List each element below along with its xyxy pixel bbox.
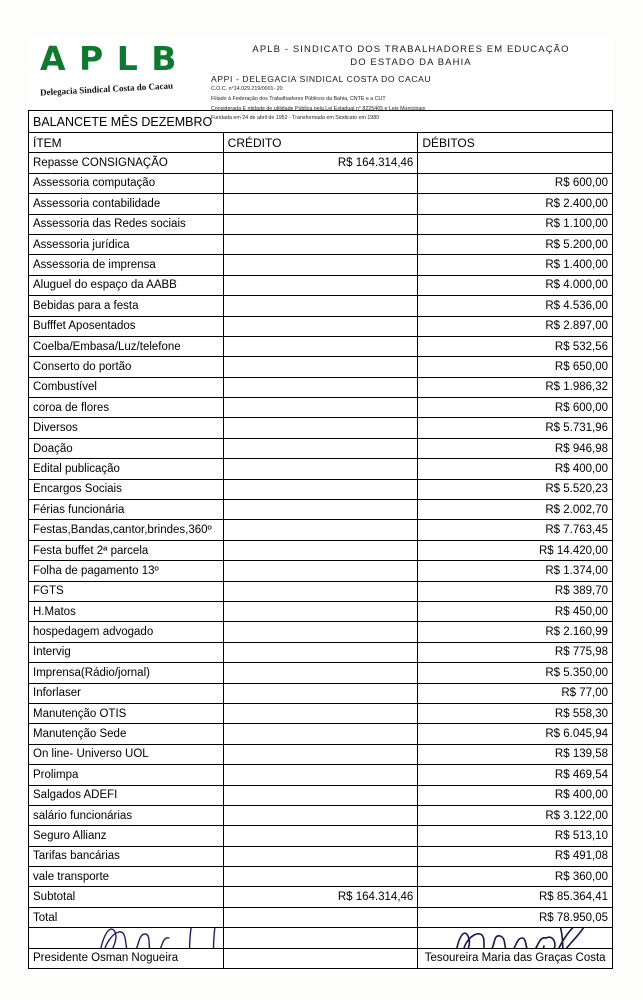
- cell-credito: [223, 561, 418, 581]
- cell-item: Manutenção OTIS: [29, 703, 224, 723]
- table-row: [29, 805, 613, 825]
- cell-item: Intervig: [29, 642, 224, 662]
- cell-debito: R$ 6.045,94: [418, 724, 613, 744]
- cell-item: Conserto do portão: [29, 357, 224, 377]
- treasurer-signature-ink: [446, 928, 612, 948]
- cell-debito: [418, 153, 613, 173]
- table-row: [29, 907, 613, 927]
- cell-debito: R$ 85.364,41: [418, 887, 613, 907]
- cell-item: Inforlaser: [29, 683, 224, 703]
- cell-credito: [223, 194, 418, 214]
- table-row: [29, 377, 613, 397]
- cell-item: Edital publicação: [29, 459, 224, 479]
- cell-item: Assessoria computação: [29, 173, 224, 193]
- table-row: [29, 173, 613, 193]
- cell-credito: [223, 438, 418, 458]
- cell-item: Assessoria de imprensa: [29, 255, 224, 275]
- president-label: Presidente Osman Nogueira: [29, 948, 224, 968]
- table-row: [29, 418, 613, 438]
- table-row: [29, 765, 613, 785]
- table-row: [29, 622, 613, 642]
- logo-delegacia-text: Delegacia Sindical Costa do Cacau: [39, 80, 174, 98]
- cnpj-line: C.O.C. n°14.029.219/0001- 20: [211, 85, 283, 92]
- cell-debito: R$ 450,00: [418, 601, 613, 621]
- cell-debito: R$ 389,70: [418, 581, 613, 601]
- cell-credito: [223, 459, 418, 479]
- cell-item: Aluguel do espaço da AABB: [29, 275, 224, 295]
- cell-debito: R$ 2.002,70: [418, 500, 613, 520]
- table-row: [29, 500, 613, 520]
- cell-credito: [223, 601, 418, 621]
- cell-item: Festas,Bandas,cantor,brindes,360º: [29, 520, 224, 540]
- cell-credito: [223, 724, 418, 744]
- table-row: [29, 479, 613, 499]
- treasurer-signature-cell: [418, 928, 613, 948]
- cell-debito: R$ 650,00: [418, 357, 613, 377]
- cell-item: Assessoria contabilidade: [29, 194, 224, 214]
- balancete-sheet: [28, 36, 613, 976]
- president-signature-cell: [29, 928, 224, 948]
- signature-names-row: [29, 948, 613, 968]
- cell-item: Bufffet Aposentados: [29, 316, 224, 336]
- cell-item: Festa buffet 2ª parcela: [29, 540, 224, 560]
- table-row: [29, 275, 613, 295]
- cell-item: Folha de pagamento 13º: [29, 561, 224, 581]
- cell-debito: R$ 513,10: [418, 826, 613, 846]
- cell-item: Diversos: [29, 418, 224, 438]
- cell-item: Férias funcionária: [29, 500, 224, 520]
- cell-credito: [223, 418, 418, 438]
- cell-credito: [223, 234, 418, 254]
- cell-credito: [223, 683, 418, 703]
- cell-credito: [223, 275, 418, 295]
- table-row: [29, 724, 613, 744]
- org-name-line2: DO ESTADO DA BAHIA: [350, 56, 472, 68]
- table-row: [29, 663, 613, 683]
- column-header-item: ÍTEM: [29, 133, 224, 153]
- cell-item: On line- Universo UOL: [29, 744, 224, 764]
- cell-debito: R$ 1.400,00: [418, 255, 613, 275]
- table-row: [29, 336, 613, 356]
- cell-debito: R$ 2.400,00: [418, 194, 613, 214]
- cell-credito: [223, 805, 418, 825]
- table-row: [29, 153, 613, 173]
- treasurer-label: Tesoureira Maria das Graças Costa: [418, 948, 613, 968]
- cell-credito: [223, 826, 418, 846]
- cell-credito: [223, 500, 418, 520]
- cell-debito: R$ 5.731,96: [418, 418, 613, 438]
- cell-debito: R$ 1.986,32: [418, 377, 613, 397]
- logo-wordmark: A P L B: [40, 39, 178, 78]
- table-row: [29, 683, 613, 703]
- middle-signature-cell: [223, 928, 418, 948]
- cell-credito: [223, 642, 418, 662]
- table-row: [29, 520, 613, 540]
- table-row: [29, 601, 613, 621]
- cell-debito: R$ 400,00: [418, 459, 613, 479]
- table-row: [29, 194, 613, 214]
- cell-debito: R$ 77,00: [418, 683, 613, 703]
- filiacao-line: Filiado á Federação dos Trabalhadores Públicos da Bahia, CNTE e a CUT: [211, 95, 386, 102]
- cell-debito: R$ 2.160,99: [418, 622, 613, 642]
- cell-item: FGTS: [29, 581, 224, 601]
- cell-debito: R$ 469,54: [418, 765, 613, 785]
- cell-item: Manutenção Sede: [29, 724, 224, 744]
- table-row: [29, 459, 613, 479]
- table-row: [29, 826, 613, 846]
- table-row: [29, 744, 613, 764]
- cell-credito: [223, 336, 418, 356]
- cell-debito: R$ 139,58: [418, 744, 613, 764]
- cell-credito: [223, 907, 418, 927]
- cell-debito: R$ 14.420,00: [418, 540, 613, 560]
- table-row: [29, 438, 613, 458]
- cell-item: Salgados ADEFI: [29, 785, 224, 805]
- cell-item: Total: [29, 907, 224, 927]
- aplb-logo: [32, 39, 207, 98]
- cell-credito: [223, 765, 418, 785]
- cell-debito: R$ 5.200,00: [418, 234, 613, 254]
- cell-debito: R$ 600,00: [418, 398, 613, 418]
- table-row: [29, 846, 613, 866]
- cell-item: Subtotal: [29, 887, 224, 907]
- cell-credito: R$ 164.314,46: [223, 153, 418, 173]
- cell-debito: R$ 558,30: [418, 703, 613, 723]
- cell-debito: R$ 3.122,00: [418, 805, 613, 825]
- table-row: [29, 316, 613, 336]
- cell-item: H.Matos: [29, 601, 224, 621]
- cell-credito: [223, 540, 418, 560]
- cell-item: salário funcionárias: [29, 805, 224, 825]
- table-header-row: [29, 133, 613, 153]
- cell-debito: R$ 2.897,00: [418, 316, 613, 336]
- table-row: [29, 785, 613, 805]
- org-name-line1: APLB - SINDICATO DOS TRABALHADORES EM EDUCAÇÃO: [252, 44, 570, 55]
- balancete-table: [28, 110, 613, 969]
- cell-debito: R$ 400,00: [418, 785, 613, 805]
- cell-item: Repasse CONSIGNAÇÃO: [29, 153, 224, 173]
- cell-debito: R$ 5.350,00: [418, 663, 613, 683]
- table-row: [29, 703, 613, 723]
- cell-item: Encargos Sociais: [29, 479, 224, 499]
- cell-debito: R$ 360,00: [418, 867, 613, 887]
- table-row: [29, 581, 613, 601]
- table-row: [29, 255, 613, 275]
- table-title: BALANCETE MÊS DEZEMBRO: [29, 111, 613, 133]
- cell-item: Prolimpa: [29, 765, 224, 785]
- cell-debito: R$ 4.536,00: [418, 296, 613, 316]
- table-row: [29, 296, 613, 316]
- cell-credito: [223, 785, 418, 805]
- cell-debito: R$ 7.763,45: [418, 520, 613, 540]
- cell-item: vale transporte: [29, 867, 224, 887]
- cell-credito: [223, 622, 418, 642]
- cell-item: hospedagem advogado: [29, 622, 224, 642]
- signature-row: [29, 928, 613, 948]
- cell-debito: R$ 78.950,05: [418, 907, 613, 927]
- table-row: [29, 357, 613, 377]
- president-signature-ink: [79, 928, 223, 948]
- cell-debito: R$ 775,98: [418, 642, 613, 662]
- column-header-credito: CRÉDITO: [223, 133, 418, 153]
- cell-credito: [223, 398, 418, 418]
- cell-credito: [223, 214, 418, 234]
- cell-debito: R$ 532,56: [418, 336, 613, 356]
- cell-item: coroa de flores: [29, 398, 224, 418]
- cell-credito: [223, 867, 418, 887]
- cell-credito: [223, 357, 418, 377]
- cell-item: Assessoria jurídica: [29, 234, 224, 254]
- delegacia-line: APPI - DELEGACIA SINDICAL COSTA DO CACAU: [211, 73, 432, 84]
- cell-credito: [223, 663, 418, 683]
- cell-credito: [223, 520, 418, 540]
- table-row: [29, 887, 613, 907]
- cell-debito: R$ 1.374,00: [418, 561, 613, 581]
- cell-credito: R$ 164.314,46: [223, 887, 418, 907]
- cell-credito: [223, 744, 418, 764]
- cell-debito: R$ 5.520,23: [418, 479, 613, 499]
- cell-item: Imprensa(Rádio/jornal): [29, 663, 224, 683]
- cell-credito: [223, 255, 418, 275]
- table-row: [29, 540, 613, 560]
- table-row: [29, 214, 613, 234]
- table-row: [29, 867, 613, 887]
- cell-debito: R$ 600,00: [418, 173, 613, 193]
- cell-item: Seguro Allianz: [29, 826, 224, 846]
- cell-credito: [223, 479, 418, 499]
- cell-item: Tarifas bancárias: [29, 846, 224, 866]
- cell-credito: [223, 581, 418, 601]
- utilidade-publica-line: Considerada E ntidade de utilidade Pública pela Lei Estadual n° 8225465 e Leis Municipais: [211, 105, 426, 112]
- table-row: [29, 234, 613, 254]
- cell-credito: [223, 846, 418, 866]
- table-row: [29, 398, 613, 418]
- cell-item: Coelba/Embasa/Luz/telefone: [29, 336, 224, 356]
- cell-credito: [223, 703, 418, 723]
- spacer-cell: [223, 948, 418, 968]
- cell-credito: [223, 316, 418, 336]
- cell-debito: R$ 1.100,00: [418, 214, 613, 234]
- cell-debito: R$ 946,98: [418, 438, 613, 458]
- cell-item: Combustível: [29, 377, 224, 397]
- cell-debito: R$ 491,08: [418, 846, 613, 866]
- table-row: [29, 561, 613, 581]
- fundacao-line: Fundada em 24 de abril de 1952 - Transformada em Sindicato em 1989: [211, 115, 380, 122]
- cell-credito: [223, 377, 418, 397]
- cell-credito: [223, 296, 418, 316]
- header-text-block: [207, 42, 611, 123]
- cell-item: Assessoria das Redes sociais: [29, 214, 224, 234]
- cell-credito: [223, 173, 418, 193]
- table-row: [29, 642, 613, 662]
- cell-item: Bebidas para a festa: [29, 296, 224, 316]
- cell-debito: R$ 4.000,00: [418, 275, 613, 295]
- cell-item: Doação: [29, 438, 224, 458]
- column-header-debito: DÉBITOS: [418, 133, 613, 153]
